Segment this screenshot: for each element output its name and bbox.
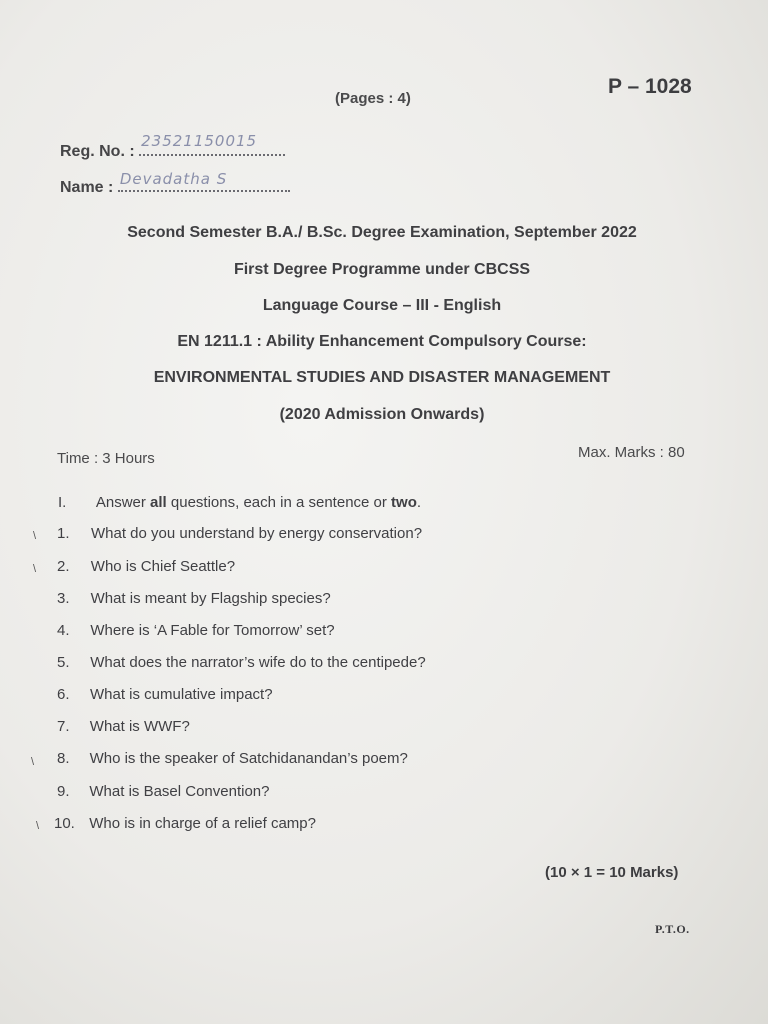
question-text: Who is Chief Seattle? (90, 557, 236, 575)
question-text: What is cumulative impact? (90, 685, 273, 703)
question-text: Who is the speaker of Satchidanandan’s poem? (89, 749, 408, 767)
tick-mark: \ (36, 820, 40, 832)
question-number: 6. (57, 685, 70, 703)
question-text: What does the narrator’s wife do to the centipede? (90, 653, 426, 671)
reg-no-handwriting: 23521150015 (141, 132, 258, 150)
course-line: Language Course – III - English (262, 297, 502, 314)
instruction-end: . (416, 494, 422, 511)
section-marks: (10 × 1 = 10 Marks) (545, 864, 679, 881)
question-number: 3. (57, 590, 70, 608)
question-number: 1. (57, 525, 70, 542)
max-marks: Max. Marks : 80 (578, 444, 685, 461)
question-text: What is meant by Flagship species? (90, 590, 331, 608)
tick-mark: \ (31, 756, 35, 768)
name-field (60, 170, 290, 197)
question-number: 9. (57, 782, 70, 800)
question-text: What do you understand by energy conservation? (91, 525, 423, 542)
reg-no-field (60, 132, 285, 161)
instruction-bold-two: two (391, 494, 417, 511)
paper-code: P – 1028 (608, 75, 692, 98)
name-handwriting: Devadatha S (119, 170, 228, 188)
reg-no-label: Reg. No. : (60, 143, 135, 160)
question-text: Who is in charge of a relief camp? (89, 815, 316, 833)
question-number: 2. (57, 557, 70, 575)
reg-no-line (139, 132, 285, 156)
course-code-line: EN 1211.1 : Ability Enhancement Compulsory Course: (177, 333, 587, 350)
question-number: 7. (57, 718, 70, 736)
instruction-text: Answer (95, 494, 151, 511)
please-turn-over: P.T.O. (655, 922, 690, 936)
question-text: What is Basel Convention? (89, 782, 270, 800)
programme-line: First Degree Programme under CBCSS (233, 261, 531, 278)
page-count: (Pages : 4) (335, 90, 411, 107)
subject-title: ENVIRONMENTAL STUDIES AND DISASTER MANAGEMENT (153, 369, 611, 386)
name-line (118, 170, 290, 192)
name-label: Name : (60, 179, 114, 196)
section-instruction (58, 494, 421, 511)
question-number: 4. (57, 622, 70, 640)
admission-line: (2020 Admission Onwards) (279, 406, 485, 423)
question-text: What is WWF? (89, 718, 190, 736)
tick-mark: \ (33, 530, 37, 542)
instruction-text-mid: questions, each in a sentence or (166, 494, 392, 511)
exam-title: Second Semester B.A./ B.Sc. Degree Examination, September 2022 (127, 224, 637, 241)
question-number: 5. (57, 653, 70, 671)
tick-mark: \ (33, 563, 37, 575)
question-text: Where is ‘A Fable for Tomorrow’ set? (90, 622, 335, 640)
time-allowed: Time : 3 Hours (57, 450, 155, 467)
section-number: I. (58, 494, 67, 511)
question-number: 10. (54, 815, 75, 833)
question-number: 8. (57, 749, 70, 767)
instruction-bold-all: all (150, 494, 167, 511)
